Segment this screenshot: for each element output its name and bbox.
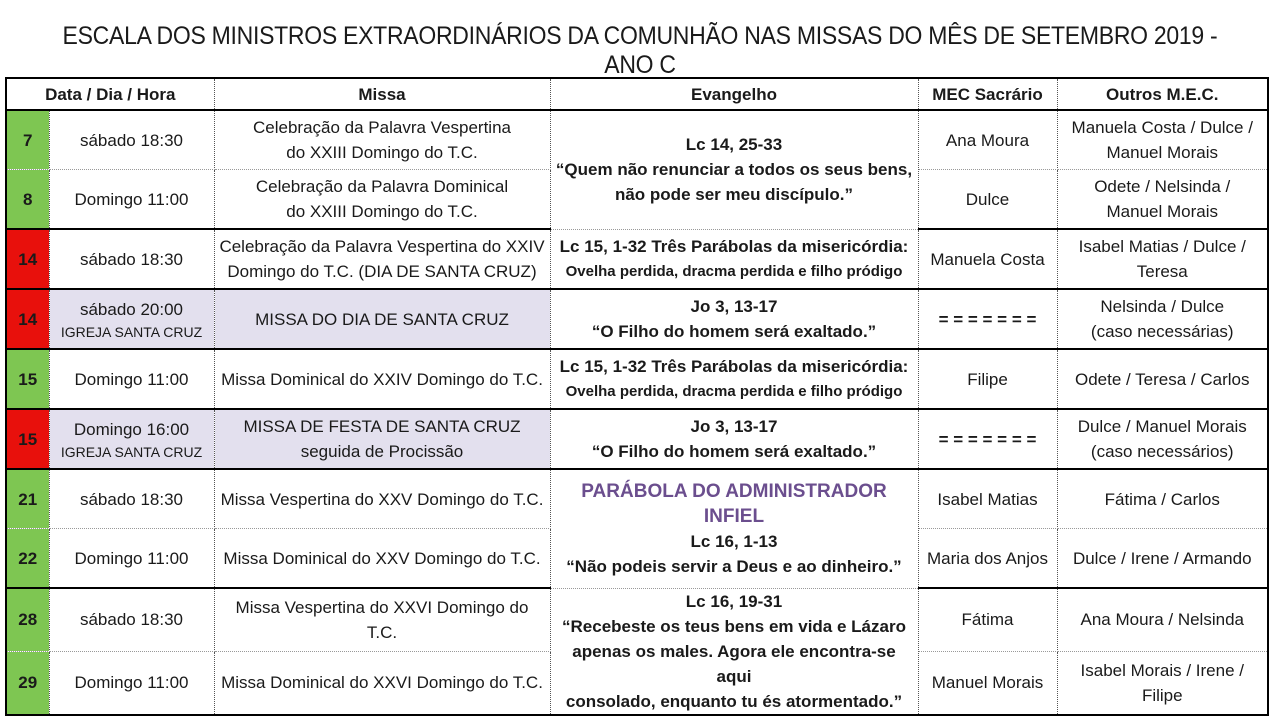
outros-line: Odete / Nelsinda /	[1094, 177, 1231, 196]
evangelho-quote: “O Filho do homem será exaltado.”	[591, 442, 877, 461]
evangelho-ref: Lc 16, 1-13	[690, 531, 778, 551]
outros-line: Nelsinda / Dulce	[1100, 297, 1225, 316]
header-outros: Outros M.E.C.	[1057, 78, 1268, 110]
table-row	[6, 229, 1268, 289]
evangelho-quote: apenas os males. Agora ele encontra-se aqui	[572, 641, 896, 686]
missa-line: do XXIII Domingo do T.C.	[286, 143, 478, 162]
missa-cell	[214, 110, 550, 170]
evangelho-sub: Ovelha perdida, dracma perdida e filho pródigo	[565, 262, 903, 280]
missa-line: Celebração da Palavra Vespertina	[253, 118, 511, 137]
header-date: Data / Dia / Hora	[6, 78, 214, 110]
day-cell: 14	[6, 289, 49, 349]
outros-line: Manuela Costa / Dulce /	[1071, 118, 1253, 137]
evangelho-quote: “Quem não renunciar a todos os seus bens,	[555, 160, 913, 180]
day-cell: 15	[6, 349, 49, 409]
evangelho-ref: Lc 14, 25-33	[685, 135, 783, 155]
missa-line: Celebração da Palavra Dominical	[255, 177, 509, 196]
missa-line: MISSA DE FESTA DE SANTA CRUZ	[243, 417, 521, 436]
evangelho-ref: Lc 15, 1-32 Três Parábolas da misericórdia:	[559, 236, 909, 256]
outros-line: Isabel Matias / Dulce /	[1078, 237, 1246, 256]
time-cell	[49, 289, 214, 349]
evangelho-quote: “Recebeste os teus bens em vida e Lázaro	[562, 616, 906, 636]
outros-cell: Odete / Teresa / Carlos	[1057, 349, 1268, 409]
evangelho-ref: Jo 3, 13-17	[690, 417, 778, 436]
evangelho-ref: Jo 3, 13-17	[690, 297, 778, 316]
evangelho-sub: Ovelha perdida, dracma perdida e filho pródigo	[565, 383, 903, 400]
header-evangelho: Evangelho	[550, 78, 918, 110]
evangelho-cell	[550, 409, 918, 469]
evangelho-cell	[550, 588, 918, 715]
day-cell: 14	[6, 229, 49, 289]
time-cell: Domingo 11:00	[49, 529, 214, 589]
missa-cell: MISSA DO DIA DE SANTA CRUZ	[214, 289, 550, 349]
table-row	[6, 469, 1268, 529]
evangelho-quote: “O Filho do homem será exaltado.”	[591, 322, 877, 341]
outros-cell: Ana Moura / Nelsinda	[1057, 588, 1268, 651]
table-row	[6, 588, 1268, 651]
table-row	[6, 289, 1268, 349]
evangelho-cell	[550, 349, 918, 409]
mec-cell: Filipe	[918, 349, 1057, 409]
time-cell: sábado 18:30	[49, 110, 214, 170]
time-text: sábado 20:00	[79, 299, 184, 319]
table-row	[6, 110, 1268, 170]
missa-cell: Missa Dominical do XXIV Domingo do T.C.	[214, 349, 550, 409]
outros-line: Manuel Morais	[1106, 143, 1218, 162]
evangelho-quote: consolado, enquanto tu és atormentado.”	[565, 691, 903, 711]
missa-cell	[214, 409, 550, 469]
day-cell: 28	[6, 588, 49, 651]
time-cell: sábado 18:30	[49, 469, 214, 529]
header-row	[6, 78, 1268, 110]
outros-line: (caso necessários)	[1090, 442, 1234, 461]
mec-cell: = = = = = = =	[918, 409, 1057, 469]
evangelho-cell	[550, 469, 918, 588]
mec-cell: Isabel Matias	[918, 469, 1057, 529]
table-row	[6, 349, 1268, 409]
missa-cell: Missa Dominical do XXV Domingo do T.C.	[214, 529, 550, 589]
missa-cell: Missa Dominical do XXVI Domingo do T.C.	[214, 651, 550, 714]
evangelho-heading: PARÁBOLA DO ADMINISTRADOR INFIEL	[581, 480, 887, 527]
place-text: IGREJA SANTA CRUZ	[60, 323, 203, 340]
outros-cell	[1057, 409, 1268, 469]
outros-line: Dulce / Manuel Morais	[1077, 417, 1247, 436]
time-cell: Domingo 11:00	[49, 170, 214, 230]
time-text: Domingo 16:00	[73, 419, 190, 439]
evangelho-ref: Lc 15, 1-32 Três Parábolas da misericórdia:	[559, 357, 909, 376]
time-cell: sábado 18:30	[49, 588, 214, 651]
table-row	[6, 409, 1268, 469]
day-cell: 15	[6, 409, 49, 469]
place-text: IGREJA SANTA CRUZ	[60, 443, 203, 460]
mec-cell: Dulce	[918, 170, 1057, 230]
missa-cell	[214, 170, 550, 230]
outros-cell: Isabel Morais / Irene / Filipe	[1057, 651, 1268, 714]
outros-cell	[1057, 110, 1268, 170]
day-cell: 7	[6, 110, 49, 170]
outros-cell: Dulce / Irene / Armando	[1057, 529, 1268, 589]
page-title: ESCALA DOS MINISTROS EXTRAORDINÁRIOS DA COMUNHÃO NAS MISSAS DO MÊS DE SETEMBRO 2019 - ANO C	[62, 22, 1218, 79]
evangelho-quote: não pode ser meu discípulo.”	[614, 185, 854, 205]
evangelho-ref: Lc 16, 19-31	[685, 591, 783, 611]
time-cell: Domingo 11:00	[49, 651, 214, 714]
missa-cell: Missa Vespertina do XXVI Domingo do T.C.	[214, 588, 550, 651]
outros-cell	[1057, 229, 1268, 289]
evangelho-cell	[550, 110, 918, 229]
mec-cell: Manuel Morais	[918, 651, 1057, 714]
missa-line: Domingo do T.C. (DIA DE SANTA CRUZ)	[227, 262, 537, 281]
outros-cell	[1057, 289, 1268, 349]
mec-cell: Fátima	[918, 588, 1057, 651]
missa-line: Celebração da Palavra Vespertina do XXIV	[219, 237, 545, 256]
mec-cell: Manuela Costa	[918, 229, 1057, 289]
header-mec: MEC Sacrário	[918, 78, 1057, 110]
day-cell: 29	[6, 651, 49, 714]
missa-cell	[214, 229, 550, 289]
outros-line: Teresa	[1136, 262, 1188, 281]
day-cell: 21	[6, 469, 49, 529]
day-cell: 22	[6, 529, 49, 589]
mec-cell: Maria dos Anjos	[918, 529, 1057, 589]
time-cell: sábado 18:30	[49, 229, 214, 289]
missa-line: do XXIII Domingo do T.C.	[286, 202, 478, 221]
mec-cell: = = = = = = =	[918, 289, 1057, 349]
evangelho-cell	[550, 229, 918, 289]
time-cell	[49, 409, 214, 469]
outros-line: (caso necessárias)	[1090, 322, 1234, 341]
day-cell: 8	[6, 170, 49, 230]
outros-cell	[1057, 170, 1268, 230]
mec-cell: Ana Moura	[918, 110, 1057, 170]
header-missa: Missa	[214, 78, 550, 110]
schedule-table	[5, 77, 1269, 716]
missa-cell: Missa Vespertina do XXV Domingo do T.C.	[214, 469, 550, 529]
evangelho-cell	[550, 289, 918, 349]
time-cell: Domingo 11:00	[49, 349, 214, 409]
outros-line: Manuel Morais	[1106, 202, 1218, 221]
missa-line: seguida de Procissão	[300, 442, 464, 461]
outros-cell: Fátima / Carlos	[1057, 469, 1268, 529]
evangelho-quote: “Não podeis servir a Deus e ao dinheiro.”	[566, 556, 902, 576]
